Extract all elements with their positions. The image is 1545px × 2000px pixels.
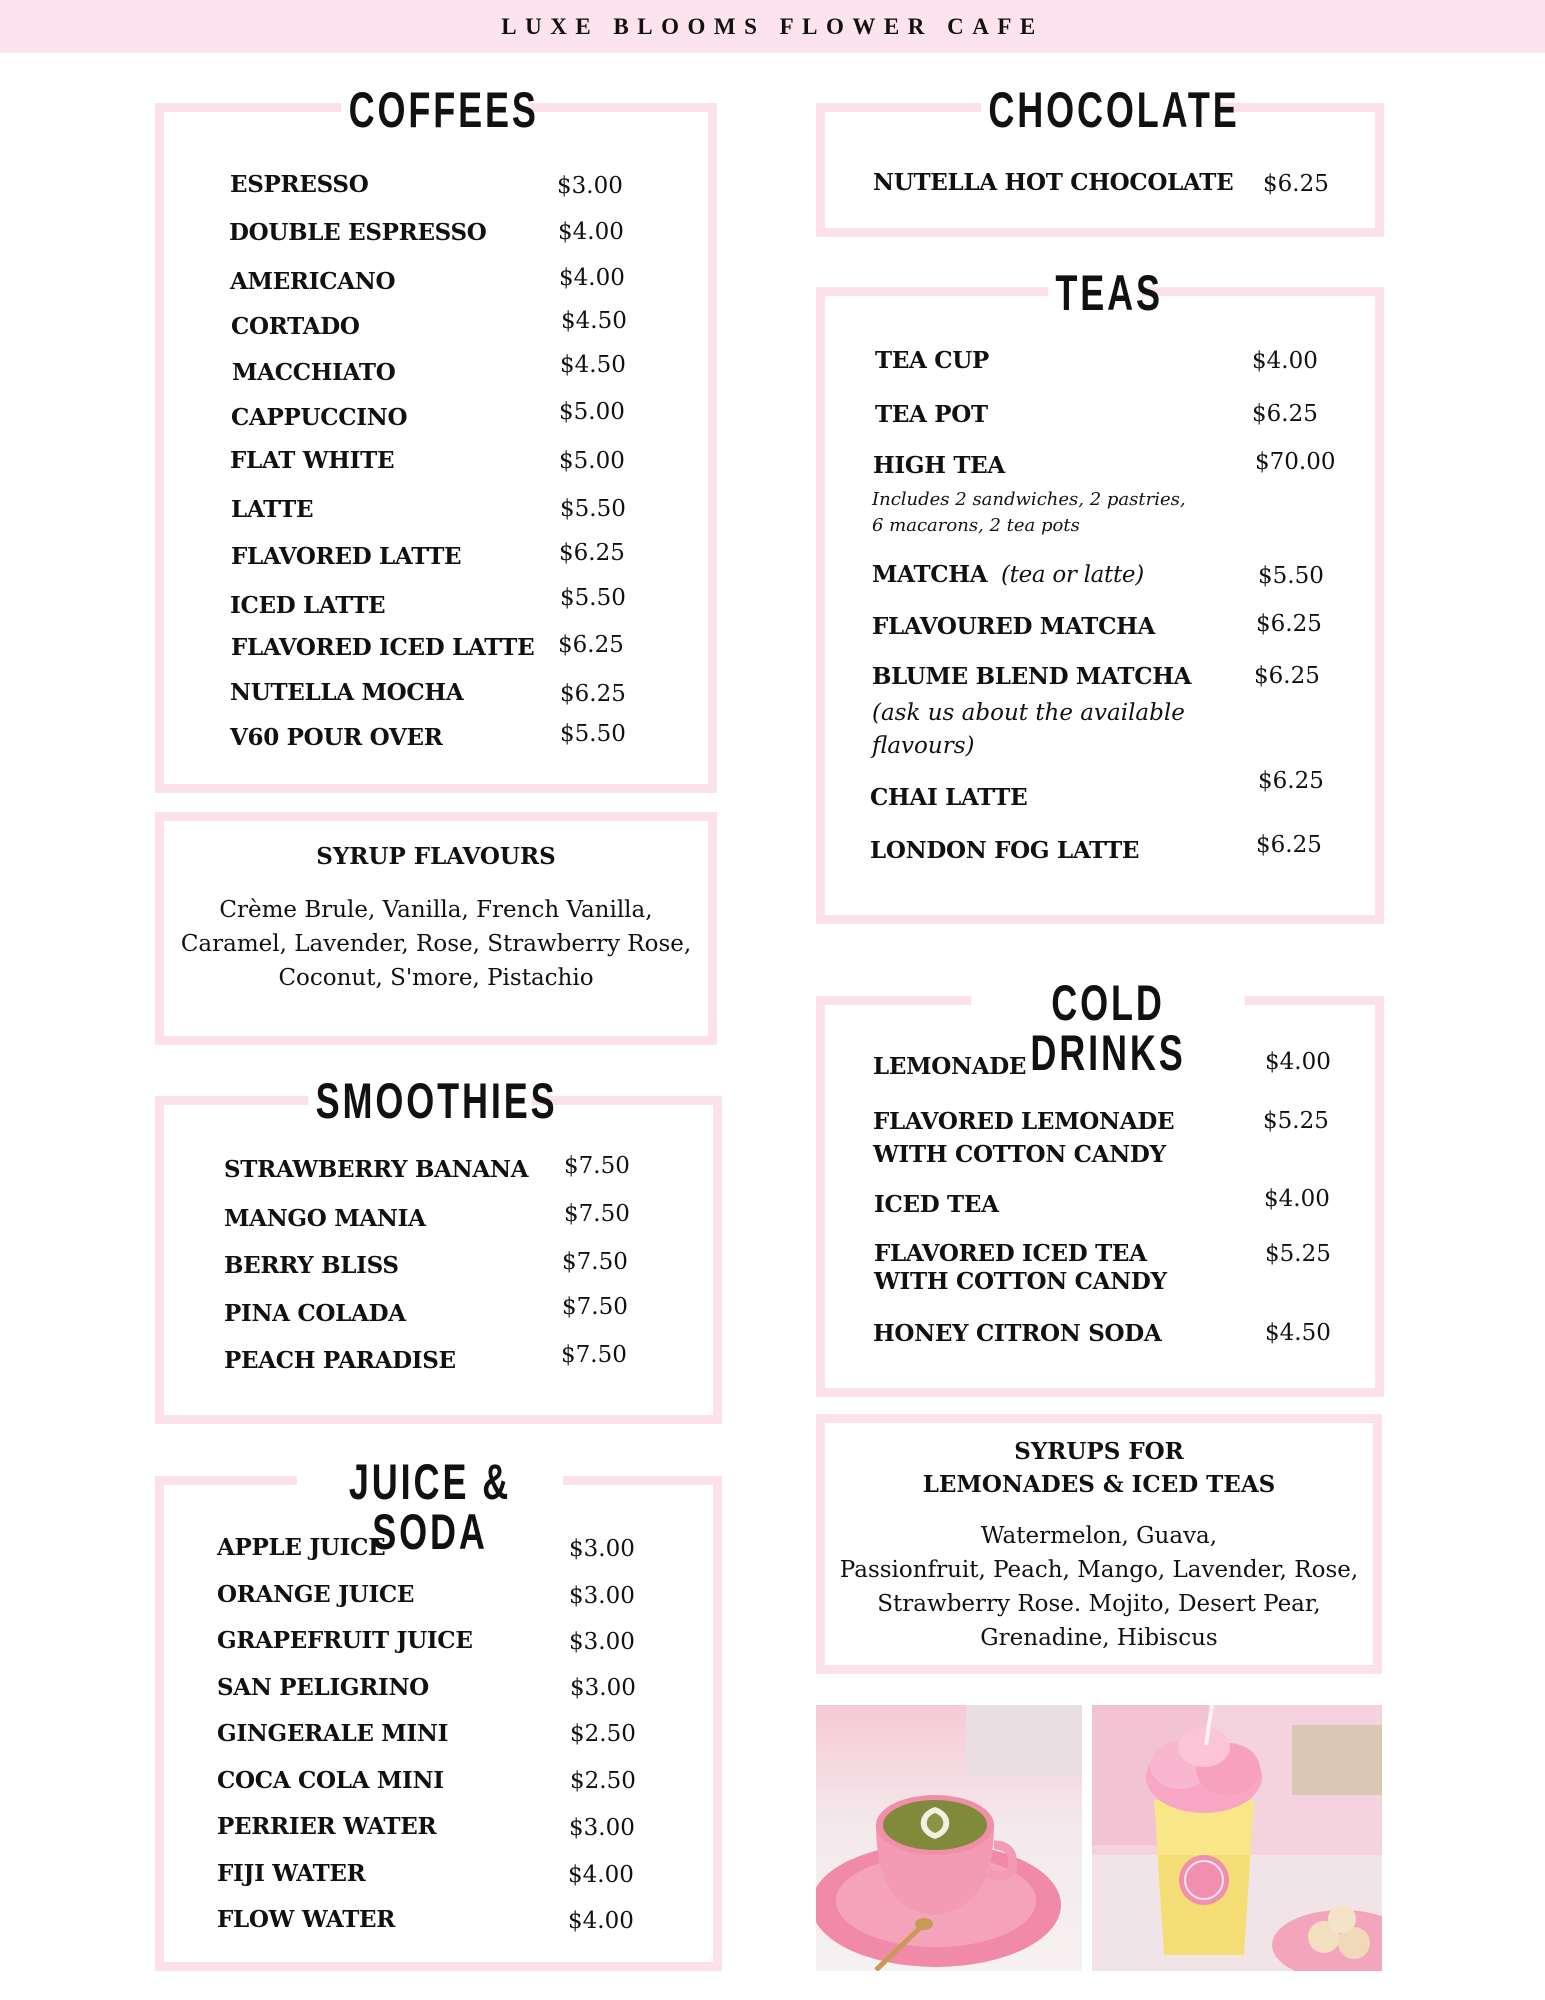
menu-item-name: PERRIER WATER: [217, 1813, 437, 1840]
menu-item-name: ICED TEA: [874, 1191, 999, 1218]
menu-item-price: $6.25: [1254, 663, 1320, 689]
menu-item-price: $6.25: [1256, 832, 1322, 858]
menu-item-name: V60 POUR OVER: [230, 724, 443, 751]
menu-item-name: FLAT WHITE: [230, 447, 395, 474]
matcha-latte-photo: [816, 1705, 1082, 1971]
menu-item-price: $2.50: [570, 1768, 636, 1794]
menu-item-name: [872, 561, 1144, 588]
menu-item-price: $3.00: [569, 1815, 635, 1841]
high-tea-note: [872, 487, 1186, 539]
blume-note-line: (ask us about the available: [872, 700, 1185, 726]
menu-item-price: $4.00: [1252, 348, 1318, 374]
menu-item-price: $4.50: [1265, 1320, 1331, 1346]
menu-item-price: $6.25: [558, 632, 624, 658]
menu-item-name: LATTE: [231, 496, 314, 523]
menu-item-name: HIGH TEA: [873, 452, 1005, 479]
menu-item-price: $6.25: [1258, 768, 1324, 794]
menu-item-name: LONDON FOG LATTE: [870, 837, 1140, 864]
menu-item-price: $3.00: [569, 1629, 635, 1655]
menu-item-price: $4.00: [1264, 1186, 1330, 1212]
blume-note-line: flavours): [872, 733, 975, 760]
menu-item-name: TEA POT: [875, 401, 988, 428]
menu-item-price: $4.00: [558, 219, 624, 245]
menu-item-price: $4.00: [559, 265, 625, 291]
high-tea-note-line: 6 macarons, 2 tea pots: [872, 515, 1080, 537]
menu-item-price: $6.25: [1252, 401, 1318, 427]
menu-item-price: $5.00: [559, 448, 625, 474]
menu-item-name: GRAPEFRUIT JUICE: [217, 1627, 473, 1654]
menu-item-price: $7.50: [561, 1342, 627, 1368]
menu-item-price: $7.50: [562, 1249, 628, 1275]
menu-item-price: $3.00: [557, 173, 623, 199]
menu-item-name: FLAVOURED MATCHA: [872, 613, 1156, 640]
menu-item-price: $7.50: [564, 1201, 630, 1227]
cold-drinks-heading: COLD DRINKS: [971, 978, 1245, 1078]
syrup-line: Coconut, S'more, Pistachio: [278, 965, 594, 992]
menu-item-name: CORTADO: [231, 313, 360, 340]
menu-item-name: HONEY CITRON SODA: [873, 1320, 1162, 1347]
syrup-flavours-title: SYRUP FLAVOURS: [316, 843, 556, 870]
chocolate-heading: CHOCOLATE: [981, 85, 1219, 135]
syrups-lemonades-list: [825, 1519, 1373, 1655]
syrup-flavours-list: [164, 893, 708, 995]
cotton-candy-lemonade-image: [1092, 1705, 1382, 1971]
menu-item-price: $6.25: [1263, 171, 1329, 197]
menu-item-price: $5.50: [560, 721, 626, 747]
menu-item-price: $4.00: [1265, 1049, 1331, 1075]
menu-item-price: $5.25: [1265, 1241, 1331, 1267]
menu-item-price: $5.25: [1263, 1108, 1329, 1134]
menu-item-price: $6.25: [560, 681, 626, 707]
menu-item-name: AMERICANO: [230, 268, 396, 295]
menu-item-name: BERRY BLISS: [224, 1252, 399, 1279]
menu-item-name: LEMONADE: [873, 1053, 1027, 1080]
menu-item-price: $4.00: [568, 1908, 634, 1934]
menu-item-name-line2: WITH COTTON CANDY: [873, 1141, 1166, 1168]
menu-item-price: $4.50: [560, 352, 626, 378]
matcha-suffix: (tea or latte): [1000, 562, 1144, 588]
syrup-line: Caramel, Lavender, Rose, Strawberry Rose,: [180, 931, 692, 958]
menu-item-name: ESPRESSO: [230, 171, 369, 198]
menu-item-price: $3.00: [569, 1583, 635, 1609]
menu-item-name: FLAVORED LEMONADE: [873, 1108, 1175, 1135]
menu-item-price: $7.50: [564, 1153, 630, 1179]
menu-item-name: PINA COLADA: [224, 1300, 406, 1327]
menu-item-name: PEACH PARADISE: [224, 1347, 456, 1374]
teas-box: [816, 287, 1384, 924]
menu-item-name: FIJI WATER: [217, 1860, 366, 1887]
smoothies-heading: SMOOTHIES: [308, 1076, 531, 1126]
menu-item-price: $6.25: [559, 540, 625, 566]
menu-item-name: DOUBLE ESPRESSO: [229, 219, 487, 246]
menu-item-price: $5.50: [560, 585, 626, 611]
blume-matcha-note: [872, 697, 1185, 764]
menu-item-name: NUTELLA HOT CHOCOLATE: [873, 169, 1234, 196]
syrup-line: Watermelon, Guava,: [980, 1523, 1218, 1549]
syrup-line: Grenadine, Hibiscus: [980, 1625, 1218, 1652]
menu-item-name: CAPPUCCINO: [231, 404, 408, 431]
juice-soda-heading: JUICE & SODA: [297, 1457, 563, 1557]
menu-item-name: STRAWBERRY BANANA: [224, 1156, 529, 1183]
menu-item-name: BLUME BLEND MATCHA: [872, 663, 1192, 690]
menu-item-price: $3.00: [570, 1675, 636, 1701]
menu-item-price: $7.50: [562, 1294, 628, 1320]
syrups-lemonades-title: [825, 1435, 1373, 1502]
menu-item-name: MACCHIATO: [232, 359, 396, 386]
menu-item-name: FLOW WATER: [217, 1906, 396, 1933]
menu-item-price: $3.00: [569, 1536, 635, 1562]
syrup-line: Passionfruit, Peach, Mango, Lavender, Rose,: [839, 1557, 1359, 1584]
coffees-heading: COFFEES: [341, 85, 528, 135]
menu-item-name: COCA COLA MINI: [217, 1767, 444, 1794]
menu-item-price: $4.50: [561, 308, 627, 334]
teas-heading: TEAS: [1048, 268, 1142, 318]
syrups-title-line: SYRUPS FOR: [1014, 1438, 1184, 1465]
menu-item-name: CHAI LATTE: [870, 784, 1028, 811]
cafe-name: LUXE BLOOMS FLOWER CAFE: [501, 14, 1044, 39]
menu-item-price: $6.25: [1256, 611, 1322, 637]
matcha-latte-image: [816, 1705, 1082, 1971]
menu-item-price: $5.50: [560, 496, 626, 522]
menu-item-name: ORANGE JUICE: [217, 1581, 415, 1608]
menu-item-price: $70.00: [1255, 449, 1336, 475]
menu-item-name-line2: WITH COTTON CANDY: [874, 1268, 1167, 1295]
menu-item-name: ICED LATTE: [230, 592, 386, 619]
matcha-label: MATCHA: [872, 561, 988, 588]
cotton-candy-lemonade-photo: [1092, 1705, 1382, 1971]
menu-item-name: TEA CUP: [875, 347, 990, 374]
menu-item-price: $5.00: [559, 399, 625, 425]
menu-item-price: $4.00: [568, 1862, 634, 1888]
menu-item-name: GINGERALE MINI: [217, 1720, 449, 1747]
syrup-line: Crème Brule, Vanilla, French Vanilla,: [219, 897, 653, 923]
top-banner: [0, 0, 1545, 53]
menu-item-name: SAN PELIGRINO: [217, 1674, 429, 1701]
menu-item-name: MANGO MANIA: [224, 1205, 426, 1232]
syrup-line: Strawberry Rose. Mojito, Desert Pear,: [877, 1591, 1321, 1618]
menu-item-price: $2.50: [570, 1721, 636, 1747]
syrups-title-line: LEMONADES & ICED TEAS: [922, 1471, 1276, 1499]
high-tea-note-line: Includes 2 sandwiches, 2 pastries,: [872, 489, 1186, 510]
menu-item-name: FLAVORED ICED TEA: [874, 1240, 1147, 1267]
menu-item-price: $5.50: [1258, 563, 1324, 589]
menu-item-name: FLAVORED LATTE: [231, 543, 462, 570]
menu-item-name: NUTELLA MOCHA: [230, 679, 464, 706]
menu-item-name: FLAVORED ICED LATTE: [231, 634, 535, 661]
menu-item-name: APPLE JUICE: [217, 1534, 386, 1561]
